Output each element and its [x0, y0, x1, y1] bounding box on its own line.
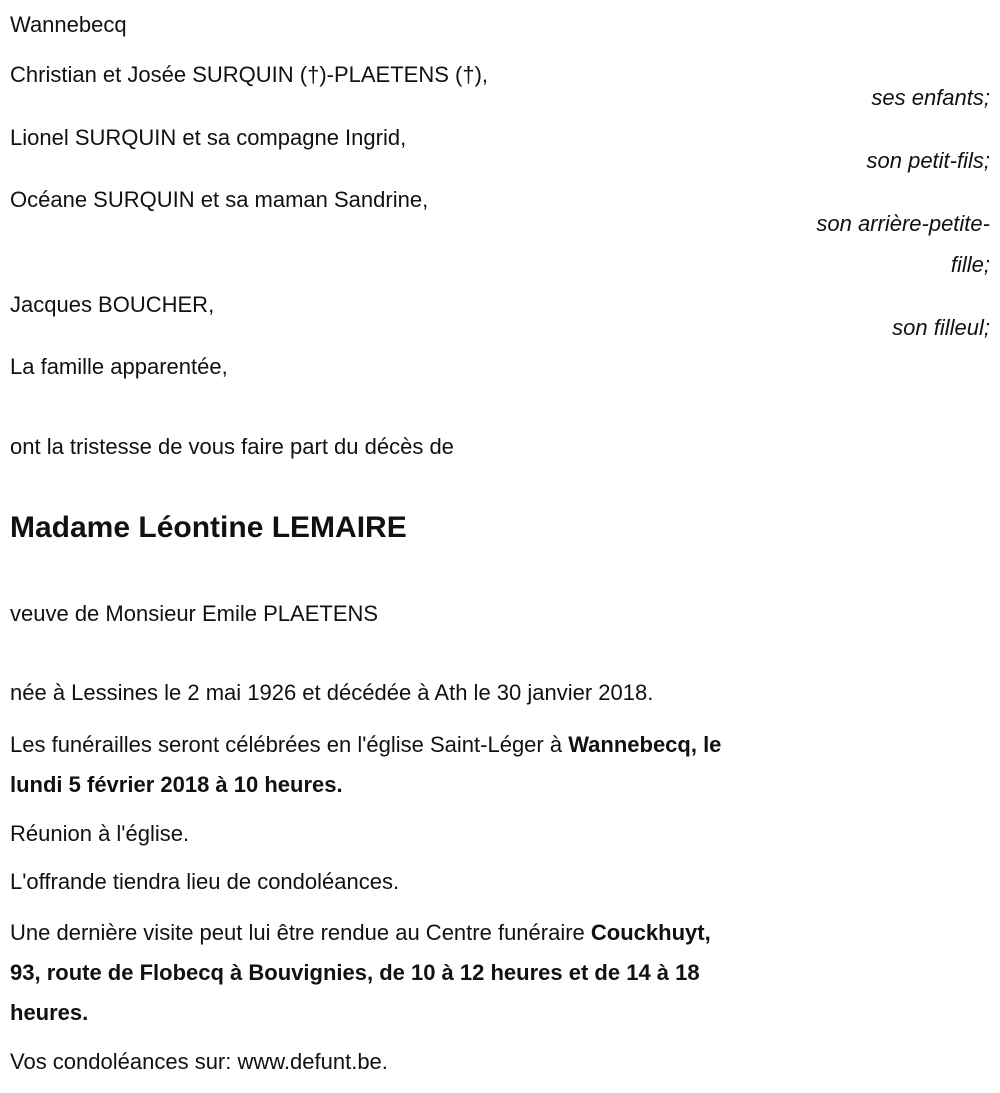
family-member-name: Océane SURQUIN et sa maman Sandrine, — [10, 187, 429, 212]
visit-place: Couckhuyt, — [590, 920, 711, 945]
visit-line-1 — [10, 919, 711, 947]
offering: L'offrande tiendra lieu de condoléances. — [10, 869, 400, 894]
family-member-name: La famille apparentée, — [10, 354, 228, 379]
family-relation: fille; — [950, 252, 990, 277]
widow-of: veuve de Monsieur Emile PLAETENS — [10, 601, 379, 626]
family-member-name: Lionel SURQUIN et sa compagne Ingrid, — [10, 125, 407, 150]
family-member-name: Christian et Josée SURQUIN (†)-PLAETENS (†), — [10, 62, 489, 87]
deceased-name: Madame Léontine LEMAIRE — [10, 511, 407, 544]
visit-hours-end: heures. — [10, 1000, 89, 1025]
funeral-line-1 — [10, 731, 721, 759]
meeting: Réunion à l'église. — [10, 821, 190, 846]
family-relation: son filleul; — [892, 315, 990, 340]
family-relation: son petit-fils; — [866, 148, 990, 173]
family-relation: son arrière-petite- — [816, 211, 990, 236]
visit-address: 93, route de Flobecq à Bouvignies, de 10 à 12 heures et de 14 à 18 — [10, 960, 700, 985]
visit-text: Une dernière visite peut lui être rendue au Centre funéraire — [10, 920, 591, 945]
family-relation: ses enfants; — [871, 85, 990, 110]
funeral-place: Wannebecq, le — [568, 732, 722, 757]
birth-death: née à Lessines le 2 mai 1926 et décédée à Ath le 30 janvier 2018. — [10, 680, 654, 705]
intro-text: ont la tristesse de vous faire part du décès de — [10, 434, 454, 459]
funeral-text: Les funérailles seront célébrées en l'église Saint-Léger à — [10, 732, 569, 757]
visit-line-3 — [10, 999, 88, 1027]
visit-line-2 — [10, 959, 700, 987]
place: Wannebecq — [10, 12, 127, 37]
condolences: Vos condoléances sur: www.defunt.be. — [10, 1049, 388, 1074]
family-member-name: Jacques BOUCHER, — [10, 292, 215, 317]
funeral-date — [10, 771, 343, 799]
funeral-date-text: lundi 5 février 2018 à 10 heures. — [10, 772, 343, 797]
